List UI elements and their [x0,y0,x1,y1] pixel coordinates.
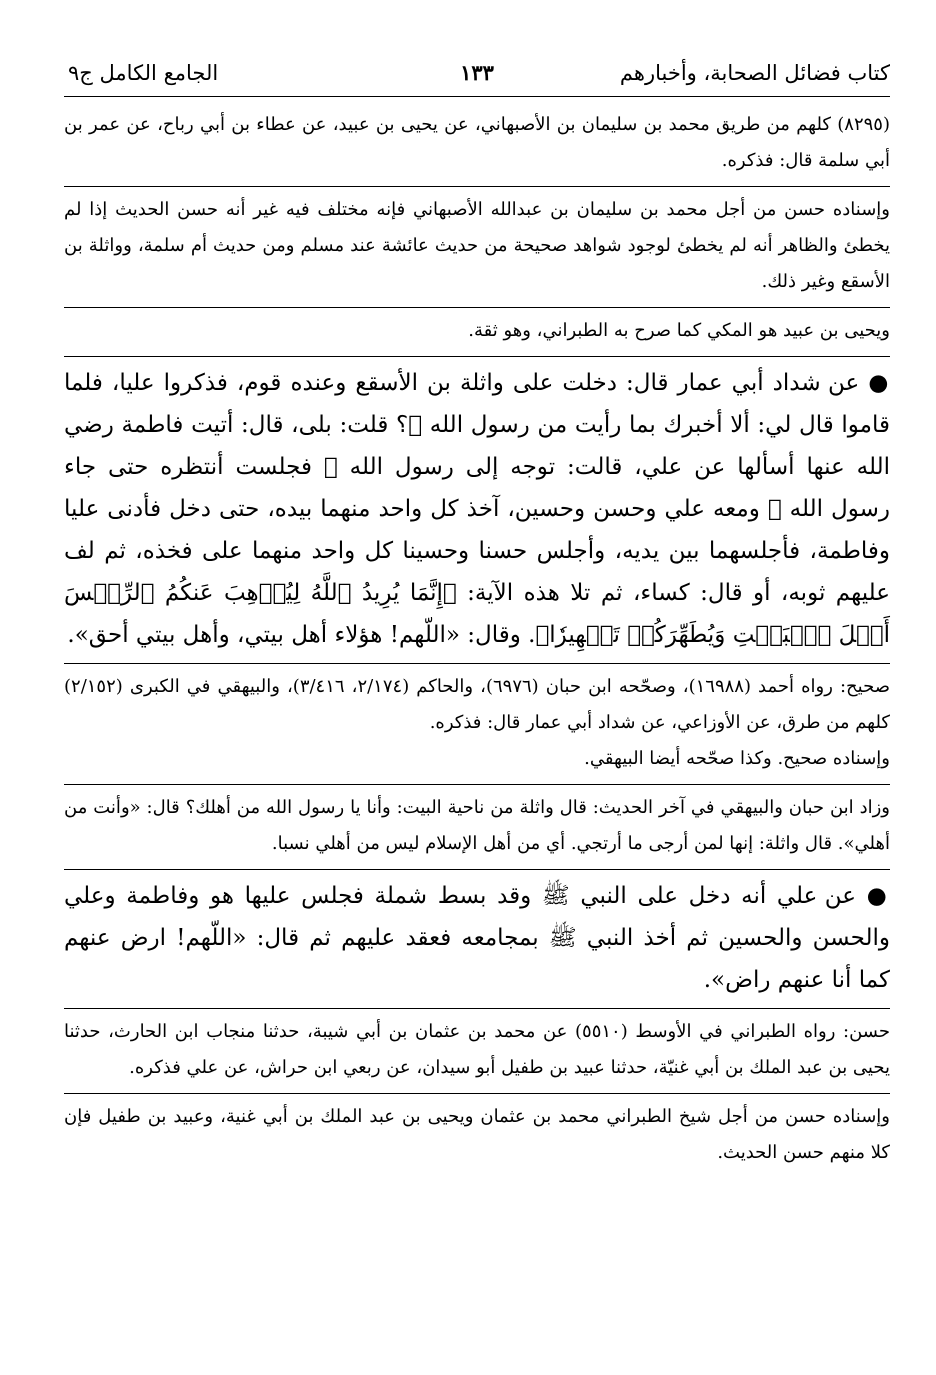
book-page [64,52,890,1171]
note-paragraph-8295: (٨٢٩٥) كلهم من طريق محمد بن سليمان بن الأصبهاني، عن يحيى بن عبيد، عن عطاء بن أبي رباح، عن عمر بن أبي سلمة قال: فذكره. [64,114,890,171]
divider [64,186,890,187]
divider [64,869,890,870]
grading-paragraph: وإسناده صحيح. وكذا صحّحه أيضا البيهقي. [584,748,890,769]
divider [64,307,890,308]
note-paragraph-yahya: ويحيى بن عبيد هو المكي كما صرح به الطبراني، وهو ثقة. [468,320,890,341]
divider [64,1093,890,1094]
bullet-icon: ● [868,369,890,396]
hadith-text: عن شداد أبي عمار قال: دخلت على واثلة بن الأسقع وعنده قوم، فذكروا عليا، فلما قاموا قال لي: ألا أخبرك بما رأيت من رسول الله ﷺ؟ قلت: بلى، قال: أتيت فاطمة رضي الله عنها أسألها عن علي، قالت: توجه إلى رسول الله ﷺ فجلست أنتظره حتى جاء رسول الله ﷺ ومعه علي وحسن وحسين، آخذ كل واحد منهما بيده، حتى دخل فأدنى عليا وفاطمة، فأجلسهما بين يديه، وأجلس حسنا وحسينا كل واحد منهما على فخذه، ثم لف عليهم ثوبه، أو قال: كساء، ثم تلا هذه الآية: ﴿إِنَّمَا يُرِيدُ ٱللَّهُ لِيُذۡهِبَ عَنكُمُ ٱلرِّجۡسَ أَهۡلَ ٱلۡبَيۡتِ وَيُطَهِّرَكُمۡ تَطۡهِيرٗا﴾. وقال: «اللّهم! هؤلاء أهل بيتي، وأهل بيتي أحق». [64,370,890,648]
hadith-text: عن علي أنه دخل على النبي ﷺ وقد بسط شملة فجلس عليها هو وفاطمة وعلي والحسن والحسين ثم أخذ النبي ﷺ بمجامعه فعقد عليهم ثم قال: «اللّهم! ارض عنهم كما أنا عنهم راض». [64,883,890,993]
divider [64,784,890,785]
bullet-icon: ● [866,882,890,909]
page-body [64,107,890,1171]
takhrij-paragraph-tabarani: حسن: رواه الطبراني في الأوسط (٥٥١٠) عن محمد بن عثمان بن أبي شيبة، حدثنا منجاب ابن الحارث، حدثنا يحيى بن عبد الملك بن أبي غنيّة، حدثنا عبيد بن طفيل أبو سيدان، عن ربعي ابن حراش، عن علي فذكره. [64,1021,890,1078]
header-book-title: كتاب فضائل الصحابة، وأخبارهم [619,61,890,85]
addition-paragraph: وزاد ابن حبان والبيهقي في آخر الحديث: قال واثلة من ناحية البيت: وأنا يا رسول الله من أهلك؟ قال: «وأنت من أهلي». قال واثلة: إنها لمن أرجى ما أرتجي. أي من أهل الإسلام ليس من أهلي نسبا. [64,797,890,854]
isnad-paragraph-final: وإسناده حسن من أجل شيخ الطبراني محمد بن عثمان ويحيى بن عبد الملك بن أبي غنية، وعبيد بن طفيل فإن كلا منهم حسن الحديث. [64,1106,890,1163]
note-paragraph-isnad: وإسناده حسن من أجل محمد بن سليمان بن عبدالله الأصبهاني فإنه مختلف فيه غير أنه حسن الحديث إذا لم يخطئ والظاهر أنه لم يخطئ لوجود شواهد صحيحة من حديث عائشة عند مسلم ومن حديث أم سلمة، وواثلة بن الأسقع وغير ذلك. [64,199,890,292]
takhrij-paragraph: صحيح: رواه أحمد (١٦٩٨٨)، وصحّحه ابن حبان (٦٩٧٦)، والحاكم (٢/١٧٤، ٣/٤١٦)، والبيهقي في الكبرى (٢/١٥٢) كلهم من طرق، عن الأوزاعي، عن شداد أبي عمار قال: فذكره. [64,676,890,733]
page-number: ١٣٣ [460,60,494,85]
divider [64,356,890,357]
hadith-paragraph-shaddad [64,362,890,656]
running-header [64,52,890,97]
hadith-paragraph-ali [64,875,890,1001]
divider [64,663,890,664]
header-volume-title: الجامع الكامل ج٩ [68,61,219,85]
divider [64,1008,890,1009]
